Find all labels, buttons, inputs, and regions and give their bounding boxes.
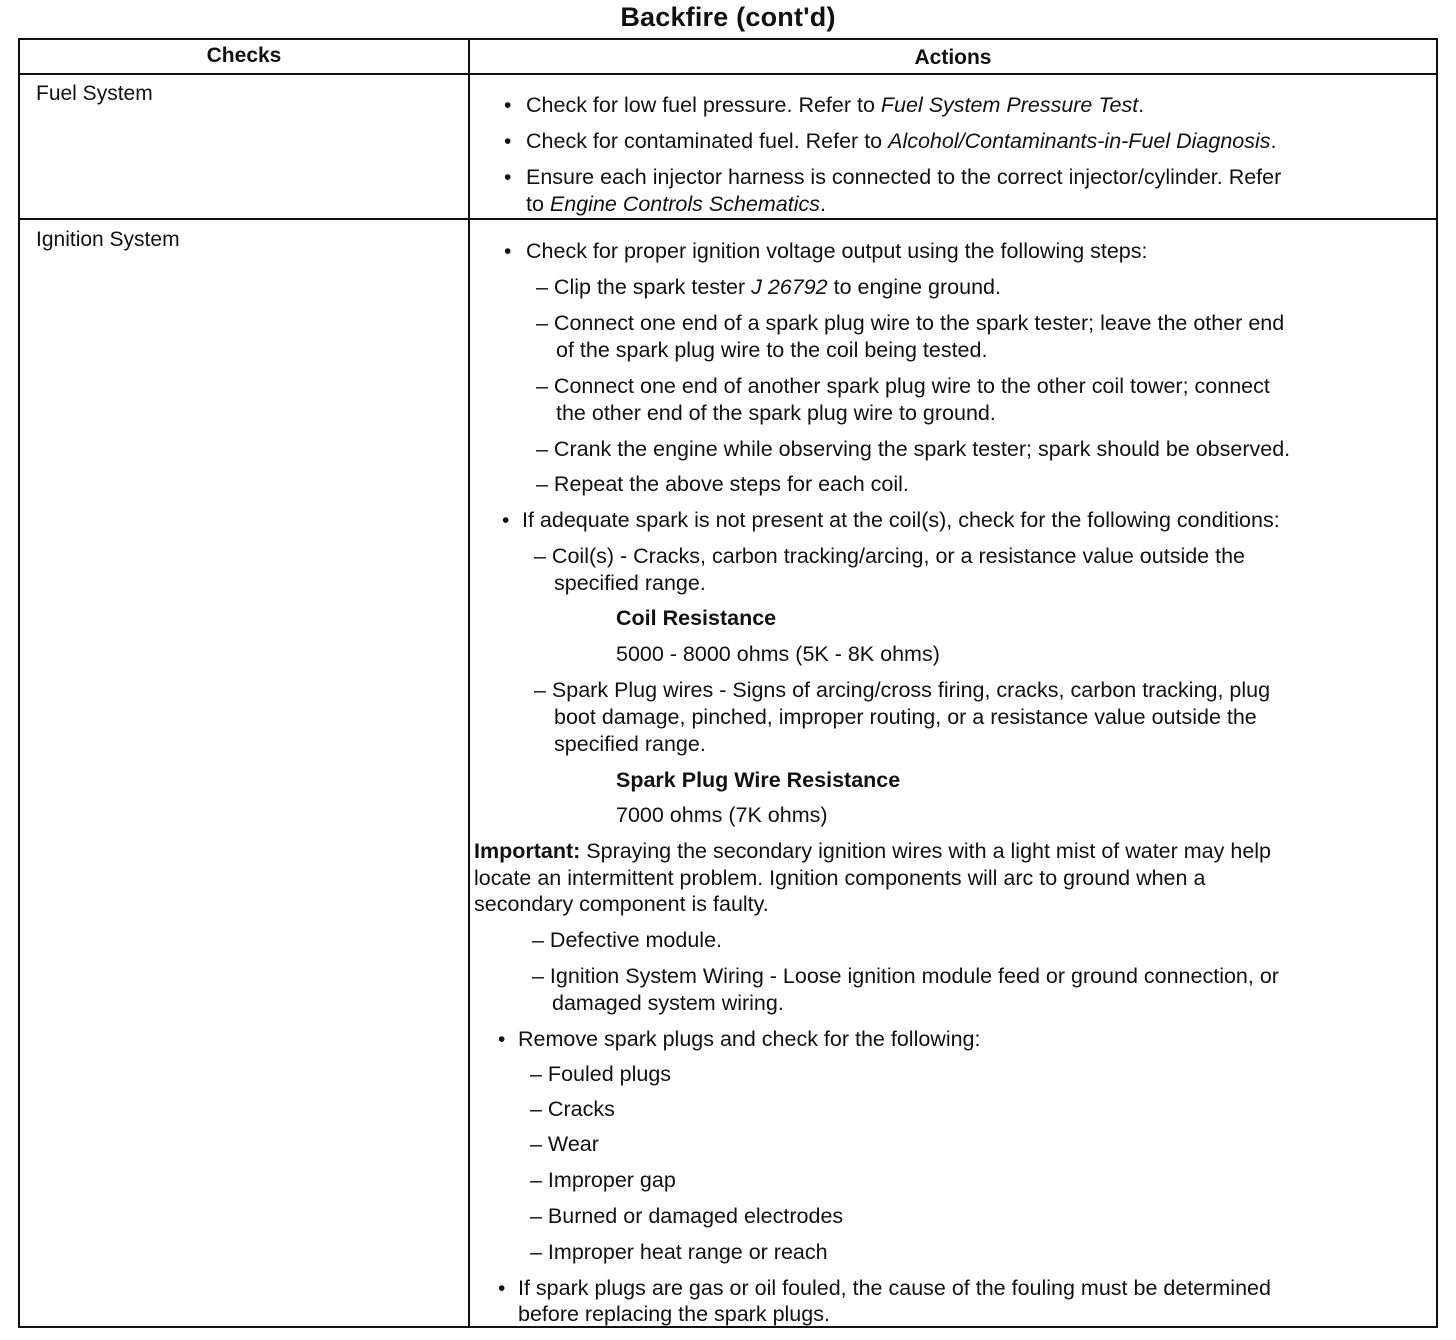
action-text: Check for proper ignition voltage output using the following steps:	[526, 239, 1148, 263]
action-text: Check for low fuel pressure. Refer to Fuel System Pressure Test.	[526, 93, 1145, 117]
important-note: Important: Spraying the secondary ignition wires with a light mist of water may help	[474, 839, 1272, 863]
action-text: Ensure each injector harness is connected to the correct injector/cylinder. Refer	[526, 165, 1282, 189]
action-text: If spark plugs are gas or oil fouled, the cause of the fouling must be determined	[518, 1276, 1271, 1300]
condition-text: – Coil(s) - Cracks, carbon tracking/arcing, or a resistance value outside the	[534, 544, 1246, 568]
page-title: Backfire (cont'd)	[620, 2, 836, 32]
action-text: Check for contaminated fuel. Refer to Alcohol/Contaminants-in-Fuel Diagnosis.	[526, 129, 1277, 153]
spec-value: 7000 ohms (7K ohms)	[616, 803, 828, 827]
header-divider	[20, 73, 1436, 75]
condition-text: specified range.	[554, 571, 706, 595]
important-note: secondary component is faulty.	[474, 892, 769, 916]
step-text: the other end of the spark plug wire to ground.	[556, 401, 996, 425]
step-text: – Clip the spark tester J 26792 to engine ground.	[536, 275, 1001, 299]
check-fuel-system: Fuel System	[36, 82, 153, 105]
action-text: to Engine Controls Schematics.	[526, 192, 826, 216]
bullet-icon: •	[498, 1028, 506, 1051]
column-divider	[468, 40, 470, 1326]
row-divider	[20, 218, 1436, 220]
step-text: – Connect one end of another spark plug wire to the other coil tower; connect	[536, 374, 1270, 398]
header-actions: Actions	[914, 46, 992, 69]
bullet-icon: •	[498, 1277, 506, 1300]
important-note: locate an intermittent problem. Ignition components will arc to ground when a	[474, 866, 1206, 890]
action-text: Remove spark plugs and check for the following:	[518, 1027, 981, 1051]
condition-text: damaged system wiring.	[552, 991, 784, 1015]
plug-check-item: – Improper gap	[530, 1168, 676, 1192]
action-text: before replacing the spark plugs.	[518, 1302, 830, 1326]
check-ignition-system: Ignition System	[36, 228, 180, 251]
plug-check-item: – Improper heat range or reach	[530, 1240, 828, 1264]
spec-label: Coil Resistance	[616, 606, 777, 630]
plug-check-item: – Cracks	[530, 1097, 615, 1121]
step-text: – Connect one end of a spark plug wire to the spark tester; leave the other end	[536, 311, 1285, 335]
header-checks: Checks	[206, 44, 282, 67]
action-text: If adequate spark is not present at the coil(s), check for the following conditions:	[522, 508, 1280, 532]
bullet-icon: •	[504, 240, 512, 263]
plug-check-item: – Burned or damaged electrodes	[530, 1204, 844, 1228]
condition-text: specified range.	[554, 732, 706, 756]
spec-label: Spark Plug Wire Resistance	[616, 768, 901, 792]
step-text: – Repeat the above steps for each coil.	[536, 472, 909, 496]
step-text: – Crank the engine while observing the spark tester; spark should be observed.	[536, 437, 1291, 461]
condition-text: – Ignition System Wiring - Loose ignition module feed or ground connection, or	[532, 964, 1279, 988]
plug-check-item: – Fouled plugs	[530, 1062, 672, 1086]
bullet-icon: •	[504, 94, 512, 117]
bullet-icon: •	[502, 509, 510, 532]
bullet-icon: •	[504, 166, 512, 189]
condition-text: – Spark Plug wires - Signs of arcing/cross firing, cracks, carbon tracking, plug	[534, 678, 1271, 702]
condition-text: – Defective module.	[532, 928, 723, 952]
diagnostic-table	[18, 38, 1438, 1328]
plug-check-item: – Wear	[530, 1132, 599, 1156]
condition-text: boot damage, pinched, improper routing, or a resistance value outside the	[554, 705, 1257, 729]
spec-value: 5000 - 8000 ohms (5K - 8K ohms)	[616, 642, 940, 666]
step-text: of the spark plug wire to the coil being tested.	[556, 338, 988, 362]
bullet-icon: •	[504, 130, 512, 153]
